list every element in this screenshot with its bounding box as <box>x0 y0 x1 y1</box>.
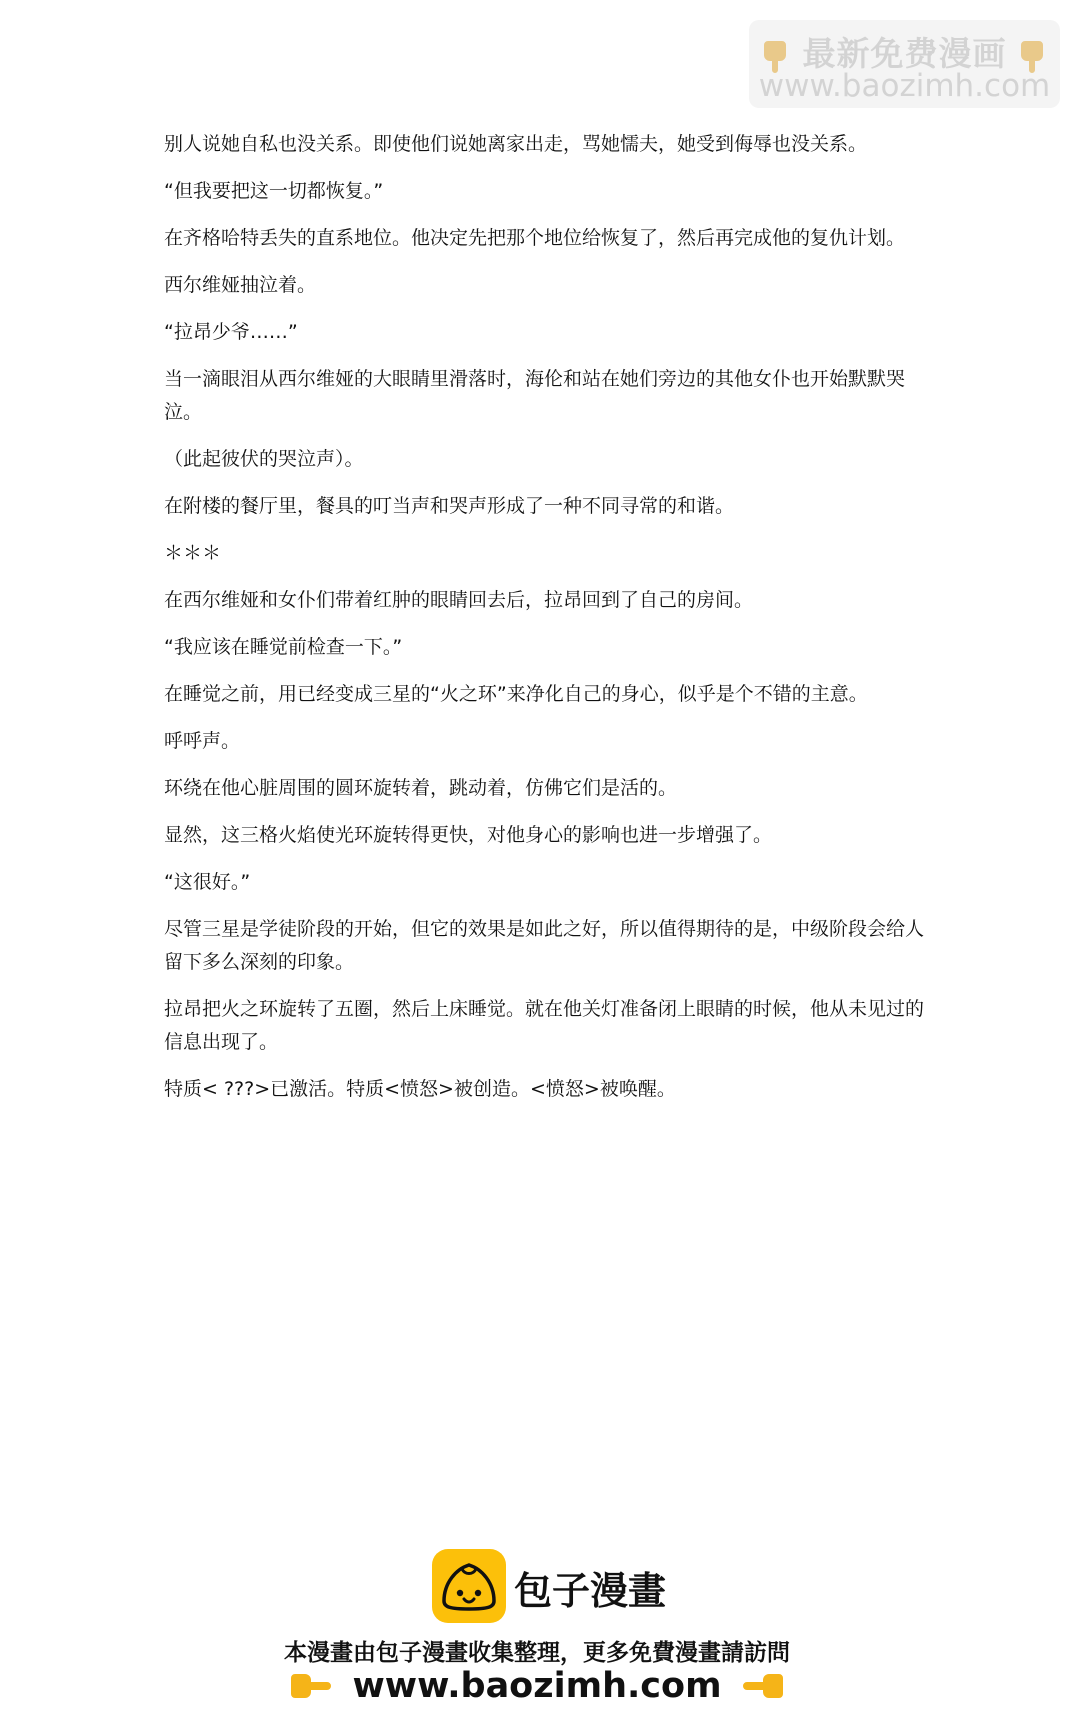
paragraph: “但我要把这一切都恢复。” <box>164 180 384 202</box>
paragraph: “我应该在睡觉前检查一下。” <box>164 636 403 658</box>
paragraph: 在齐格哈特丢失的直系地位。他决定先把那个地位给恢复了，然后再完成他的复仇计划。 <box>164 227 906 249</box>
paragraph: 拉昂把火之环旋转了五圈，然后上床睡觉。就在他关灯准备闭上眼睛的时候，他从未见过的信息出现了。 <box>164 998 925 1053</box>
scene-break: ＊＊＊ <box>164 542 222 564</box>
pointing-left-hand-icon <box>741 1670 785 1702</box>
paragraph: （此起彼伏的哭泣声）。 <box>164 448 364 470</box>
paragraph: 尽管三星是学徒阶段的开始，但它的效果是如此之好，所以值得期待的是，中级阶段会给人留下多么深刻的印象。 <box>164 918 925 973</box>
paragraph: 环绕在他心脏周围的圆环旋转着，跳动着，仿佛它们是活的。 <box>164 777 678 799</box>
baozi-bun-logo-icon[interactable] <box>432 1549 506 1623</box>
footer-url-row <box>0 1666 1074 1706</box>
pointing-right-hand-icon <box>289 1670 333 1702</box>
watermark <box>749 20 1060 108</box>
chapter-text <box>164 128 924 1120</box>
paragraph: 西尔维娅抽泣着。 <box>164 274 317 296</box>
paragraph: 在西尔维娅和女仆们带着红肿的眼睛回去后，拉昂回到了自己的房间。 <box>164 589 754 611</box>
footer-notice: 本漫畫由包子漫畫收集整理，更多免費漫畫請訪問 <box>284 1640 790 1666</box>
paragraph: 在附楼的餐厅里，餐具的叮当声和哭声形成了一种不同寻常的和谐。 <box>164 495 735 517</box>
watermark-title: 最新免费漫画 <box>802 34 1007 73</box>
paragraph: 特质< ???>已激活。特质<愤怒>被创造。<愤怒>被唤醒。 <box>164 1078 676 1100</box>
paragraph: “拉昂少爷……” <box>164 321 298 343</box>
paragraph: 显然，这三格火焰使光环旋转得更快，对他身心的影响也进一步增强了。 <box>164 824 773 846</box>
footer-brand: 包子漫畫 <box>514 1569 667 1613</box>
paragraph: 别人说她自私也没关系。即使他们说她离家出走，骂她懦夫，她受到侮辱也没关系。 <box>164 133 868 155</box>
paragraph: 呼呼声。 <box>164 730 241 752</box>
watermark-url[interactable]: www.baozimh.com <box>758 68 1051 104</box>
paragraph: 当一滴眼泪从西尔维娅的大眼睛里滑落时，海伦和站在她们旁边的其他女仆也开始默默哭泣。 <box>164 368 906 423</box>
footer-url[interactable]: www.baozimh.com <box>352 1666 722 1706</box>
paragraph: 在睡觉之前，用已经变成三星的“火之环”来净化自己的身心，似乎是个不错的主意。 <box>164 683 868 705</box>
paragraph: “这很好。” <box>164 871 251 893</box>
